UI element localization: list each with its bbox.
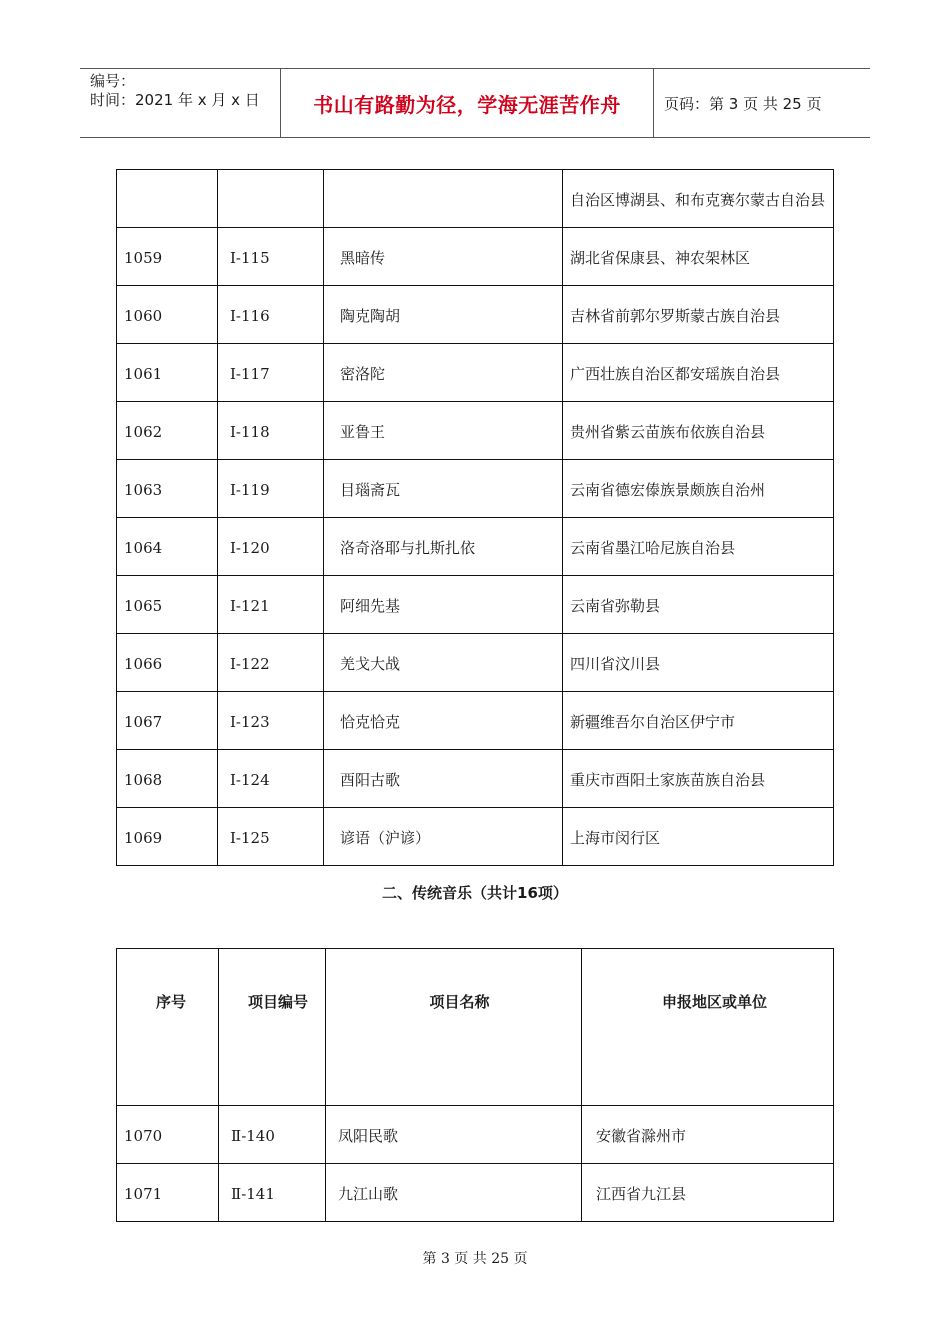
cell-project-code: I-116 xyxy=(218,286,324,344)
heritage-table-literature xyxy=(116,169,834,866)
header-project-code: 项目编号 xyxy=(219,949,326,1106)
cell-serial-number: 1063 xyxy=(117,460,218,518)
cell-serial-number xyxy=(117,170,218,228)
cell-project-code: I-124 xyxy=(218,750,324,808)
cell-project-name: 九江山歌 xyxy=(326,1164,582,1222)
table-row xyxy=(117,692,834,750)
cell-serial-number: 1059 xyxy=(117,228,218,286)
cell-region: 吉林省前郭尔罗斯蒙古族自治县 xyxy=(563,286,834,344)
table-row xyxy=(117,228,834,286)
table-row xyxy=(117,286,834,344)
cell-project-name: 谚语（沪谚） xyxy=(324,808,563,866)
cell-region: 云南省德宏傣族景颇族自治州 xyxy=(563,460,834,518)
table-row xyxy=(117,808,834,866)
page-header xyxy=(80,68,870,138)
cell-serial-number: 1062 xyxy=(117,402,218,460)
cell-project-code: I-117 xyxy=(218,344,324,402)
cell-project-code: I-125 xyxy=(218,808,324,866)
cell-region: 重庆市酉阳土家族苗族自治县 xyxy=(563,750,834,808)
table-row xyxy=(117,344,834,402)
cell-project-code: I-119 xyxy=(218,460,324,518)
table-row xyxy=(117,518,834,576)
table-row xyxy=(117,460,834,518)
header-motto: 书山有路勤为径，学海无涯苦作舟 xyxy=(281,69,654,137)
table-row xyxy=(117,1106,834,1164)
heritage-table-music xyxy=(116,948,834,1222)
cell-project-code: I-120 xyxy=(218,518,324,576)
cell-region: 云南省弥勒县 xyxy=(563,576,834,634)
cell-serial-number: 1070 xyxy=(117,1106,219,1164)
cell-serial-number: 1064 xyxy=(117,518,218,576)
page-footer: 第 3 页 共 25 页 xyxy=(422,1251,528,1267)
cell-project-name: 酉阳古歌 xyxy=(324,750,563,808)
document-date-label: 时间：2021 年 x 月 x 日 xyxy=(90,91,260,109)
header-region: 申报地区或单位 xyxy=(582,949,834,1106)
cell-serial-number: 1067 xyxy=(117,692,218,750)
cell-project-code: I-118 xyxy=(218,402,324,460)
cell-region: 云南省墨江哈尼族自治县 xyxy=(563,518,834,576)
cell-project-name: 恰克恰克 xyxy=(324,692,563,750)
cell-project-name: 羌戈大战 xyxy=(324,634,563,692)
cell-serial-number: 1060 xyxy=(117,286,218,344)
cell-project-code: I-115 xyxy=(218,228,324,286)
cell-project-code: I-123 xyxy=(218,692,324,750)
cell-project-code: I-121 xyxy=(218,576,324,634)
table-row xyxy=(117,1164,834,1222)
cell-serial-number: 1069 xyxy=(117,808,218,866)
cell-serial-number: 1061 xyxy=(117,344,218,402)
cell-project-name: 目瑙斋瓦 xyxy=(324,460,563,518)
cell-serial-number: 1066 xyxy=(117,634,218,692)
cell-project-name: 黑暗传 xyxy=(324,228,563,286)
table-row xyxy=(117,576,834,634)
cell-project-code: Ⅱ-141 xyxy=(219,1164,326,1222)
cell-project-code xyxy=(218,170,324,228)
cell-region: 贵州省紫云苗族布依族自治县 xyxy=(563,402,834,460)
section-title-traditional-music: 二、传统音乐（共计16项） xyxy=(382,884,568,902)
cell-project-name: 洛奇洛耶与扎斯扎依 xyxy=(324,518,563,576)
cell-region: 自治区博湖县、和布克赛尔蒙古自治县 xyxy=(563,170,834,228)
table-row xyxy=(117,750,834,808)
document-number-label: 编号： xyxy=(90,72,136,90)
cell-project-code: Ⅱ-140 xyxy=(219,1106,326,1164)
cell-region: 新疆维吾尔自治区伊宁市 xyxy=(563,692,834,750)
cell-project-name: 陶克陶胡 xyxy=(324,286,563,344)
cell-region: 广西壮族自治区都安瑶族自治县 xyxy=(563,344,834,402)
cell-region: 上海市闵行区 xyxy=(563,808,834,866)
table-row xyxy=(117,170,834,228)
cell-region: 江西省九江县 xyxy=(582,1164,834,1222)
cell-project-name: 亚鲁王 xyxy=(324,402,563,460)
cell-region: 四川省汶川县 xyxy=(563,634,834,692)
cell-serial-number: 1071 xyxy=(117,1164,219,1222)
cell-project-name: 凤阳民歌 xyxy=(326,1106,582,1164)
cell-region: 湖北省保康县、神农架林区 xyxy=(563,228,834,286)
table-row xyxy=(117,634,834,692)
cell-project-name: 密洛陀 xyxy=(324,344,563,402)
cell-project-name xyxy=(324,170,563,228)
header-page-info: 页码：第 3 页 共 25 页 xyxy=(664,94,822,113)
cell-project-code: I-122 xyxy=(218,634,324,692)
cell-serial-number: 1065 xyxy=(117,576,218,634)
cell-region: 安徽省滁州市 xyxy=(582,1106,834,1164)
header-project-name: 项目名称 xyxy=(326,949,582,1106)
header-serial-number: 序号 xyxy=(117,949,219,1106)
table-row xyxy=(117,402,834,460)
table-header-row xyxy=(117,949,834,1106)
header-meta xyxy=(80,69,281,137)
cell-serial-number: 1068 xyxy=(117,750,218,808)
cell-project-name: 阿细先基 xyxy=(324,576,563,634)
